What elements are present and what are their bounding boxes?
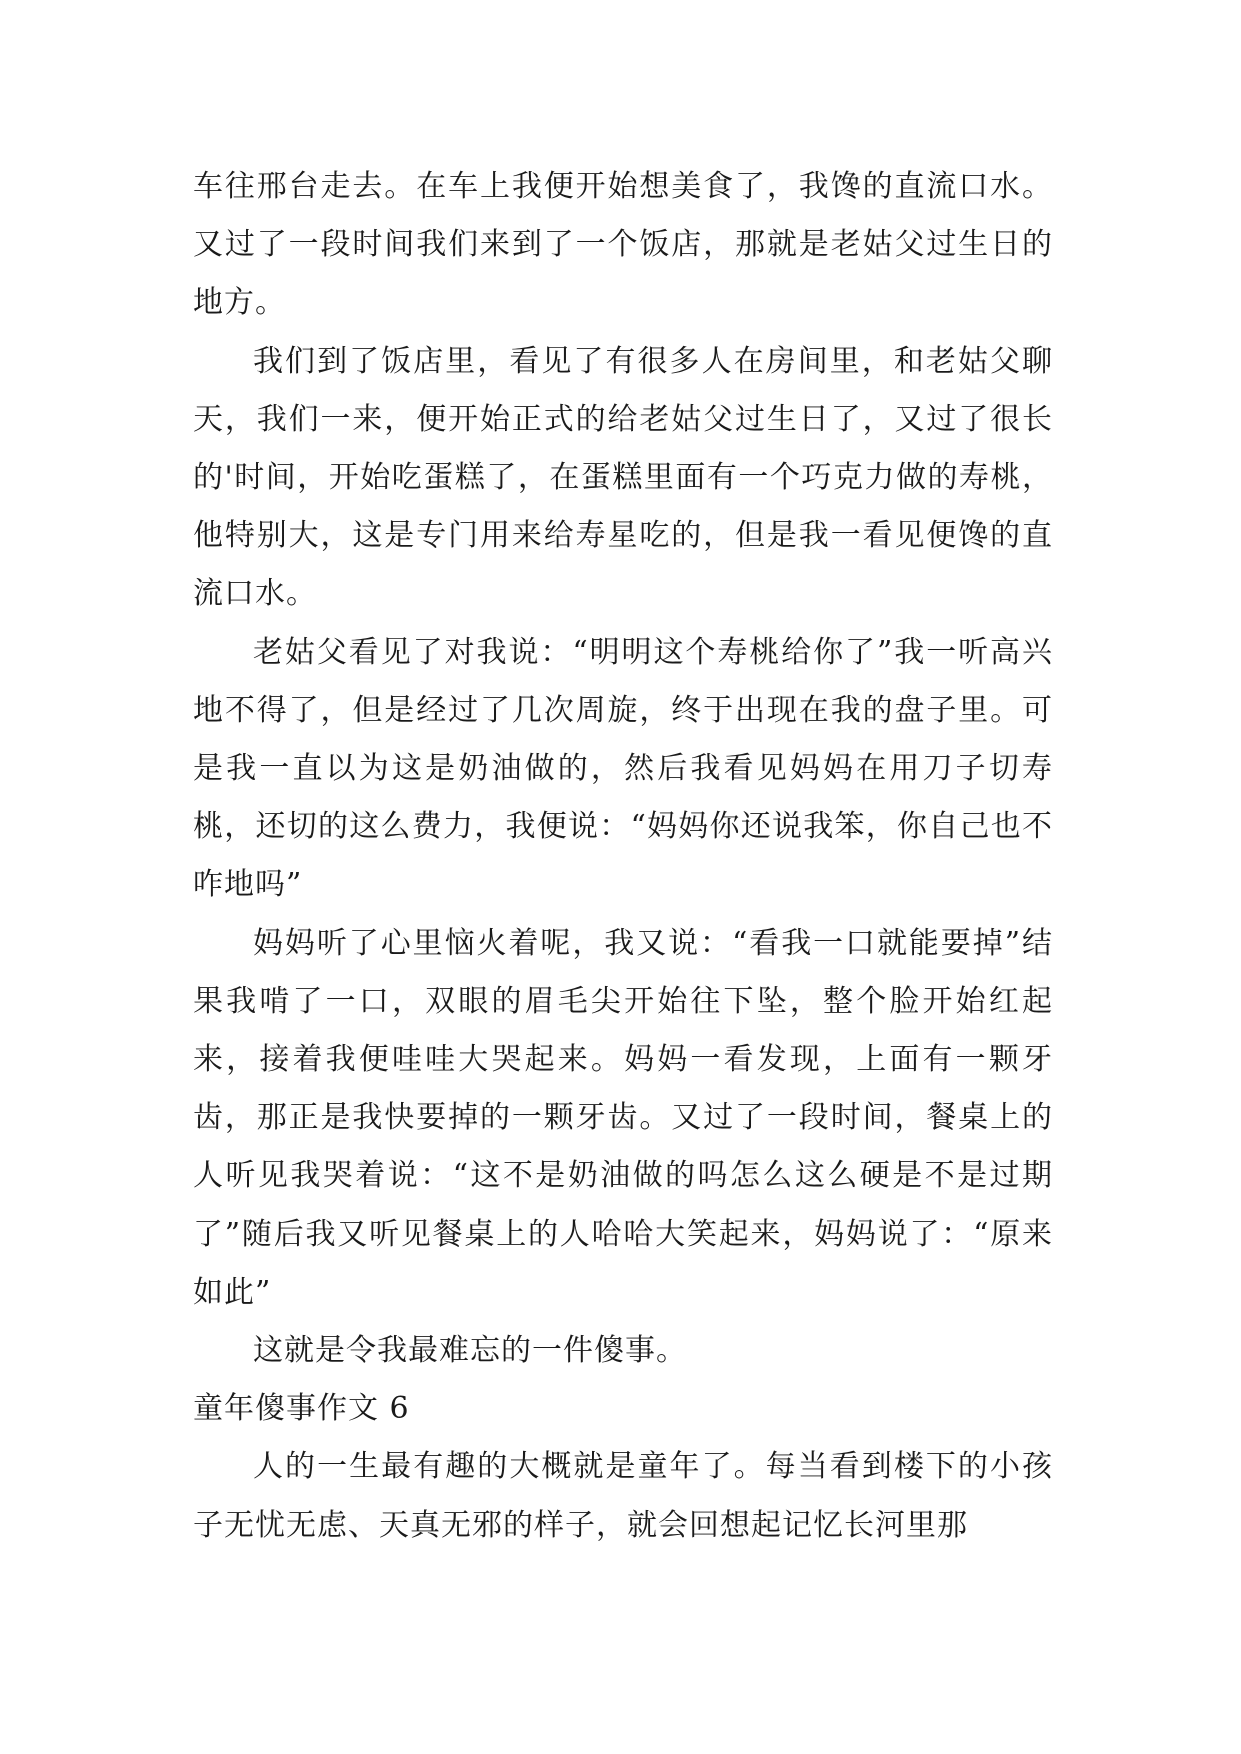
paragraph-3: 老姑父看见了对我说：“明明这个寿桃给你了”我一听高兴地不得了，但是经过了几次周旋，终于出现在我的盘子里。可是我一直以为这是奶油做的，然后我看见妈妈在用刀子切寿桃，还切的这么费力，我便说：“妈妈你还说我笨，你自己也不咋地吗” xyxy=(193,634,1053,903)
document-body xyxy=(193,158,1053,1555)
section-title: 童年傻事作文 6 xyxy=(193,1391,410,1427)
paragraph-1: 车往邢台走去。在车上我便开始想美食了，我馋的直流口水。又过了一段时间我们来到了一个饭店，那就是老姑父过生日的地方。 xyxy=(193,169,1053,321)
paragraph-2: 我们到了饭店里，看见了有很多人在房间里，和老姑父聊天，我们一来，便开始正式的给老姑父过生日了，又过了很长的'时间，开始吃蛋糕了，在蛋糕里面有一个巧克力做的寿桃，他特别大，这是专门用来给寿星吃的，但是我一看见便馋的直流口水。 xyxy=(193,343,1053,612)
section-paragraph-1: 人的一生最有趣的大概就是童年了。每当看到楼下的小孩子无忧无虑、天真无邪的样子，就会回想起记忆长河里那 xyxy=(193,1449,1053,1543)
paragraph-4: 妈妈听了心里恼火着呢，我又说：“看我一口就能要掉”结果我啃了一口，双眼的眉毛尖开始往下坠，整个脸开始红起来，接着我便哇哇大哭起来。妈妈一看发现，上面有一颗牙齿，那正是我快要掉的一颗牙齿。又过了一段时间，餐桌上的人听见我哭着说：“这不是奶油做的吗怎么这么硬是不是过期了”随后我又听见餐桌上的人哈哈大笑起来，妈妈说了：“原来如此” xyxy=(193,925,1053,1310)
paragraph-5: 这就是令我最难忘的一件傻事。 xyxy=(253,1333,687,1369)
